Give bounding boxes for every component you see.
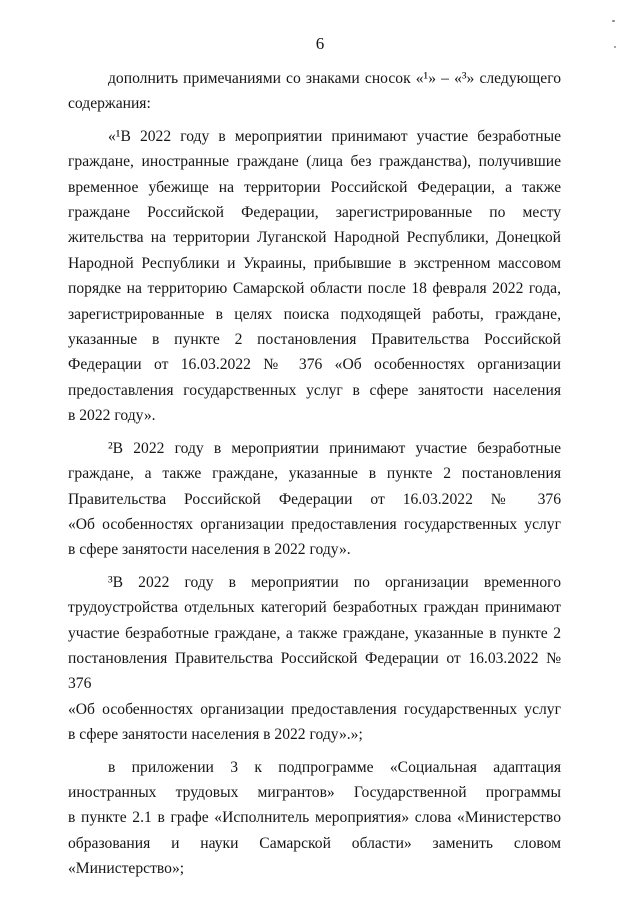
footnote-2-paragraph [68,436,561,563]
footnote-2-line: граждане, а также граждане, указанные в пункте 2 постановления [68,465,561,483]
appendix-amendment-paragraph [68,755,561,882]
footnote-1-line: Федерации от 16.03.2022 № 376 «Об особенностях организации [68,356,561,374]
footnote-3-paragraph [68,570,561,748]
footnote-1-paragraph [68,124,561,429]
footnote-1-line: Народной Республики и Украины, прибывшие в экстренном массовом [68,254,561,272]
scan-speck [612,20,615,22]
footnote-2-line: в сфере занятости населения в 2022 году». [68,541,351,559]
footnote-3-line: постановления Правительства Российской Федерации от 16.03.2022 № 376 [68,649,561,693]
document-body [68,66,561,882]
footnote-1-line: предоставления государственных услуг в сфере занятости населения [68,381,561,399]
intro-paragraph [68,66,561,117]
footnote-1-line: жительства на территории Луганской Народной Республики, Донецкой [68,229,561,247]
footnote-1-line: временное убежище на территории Российской Федерации, а также [68,178,561,196]
footnote-2-line: «Об особенностях организации предоставления государственных услуг [68,515,561,533]
appendix-line: «Министерство»; [68,860,185,878]
footnote-1-line: «¹В 2022 году в мероприятии принимают участие безработные [108,127,561,145]
footnote-3-line: в сфере занятости населения в 2022 году».»; [68,726,363,744]
footnote-2-line: ²В 2022 году в мероприятии принимают участие безработные [108,439,561,457]
appendix-line: иностранных трудовых мигрантов» Государственной программы [68,783,561,801]
appendix-line: в пункте 2.1 в графе «Исполнитель мероприятия» слова «Министерство [68,809,561,827]
footnote-3-line: участие безработные граждане, а также граждане, указанные в пункте 2 [68,624,561,642]
appendix-line: в приложении 3 к подпрограмме «Социальная адаптация [108,758,561,776]
footnote-3-line: ³В 2022 году в мероприятии по организации временного [108,573,561,591]
footnote-1-line: порядке на территорию Самарской области после 18 февраля 2022 года, [68,280,561,298]
footnote-1-line: граждане, иностранные граждане (лица без гражданства), получившие [68,153,561,171]
footnote-1-line: в 2022 году». [68,407,156,425]
footnote-1-line: граждане Российской Федерации, зарегистрированные по месту [68,204,561,222]
footnote-2-line: Правительства Российской Федерации от 16.03.2022 № 376 [68,490,561,508]
footnote-3-line: «Об особенностях организации предоставления государственных услуг [68,700,561,718]
intro-line: содержания: [68,95,151,113]
page-number: 6 [315,34,325,53]
footnote-1-line: зарегистрированные в целях поиска подходящей работы, граждане, [68,305,561,323]
appendix-line: образования и науки Самарской области» заменить словом [68,834,561,852]
footnote-1-line: указанные в пункте 2 постановления Правительства Российской [68,331,561,349]
footnote-3-line: трудоустройства отдельных категорий безработных граждан принимают [68,599,561,617]
scan-speck [614,46,616,48]
intro-line: дополнить примечаниями со знаками сносок «¹» – «³» следующего [108,70,561,87]
